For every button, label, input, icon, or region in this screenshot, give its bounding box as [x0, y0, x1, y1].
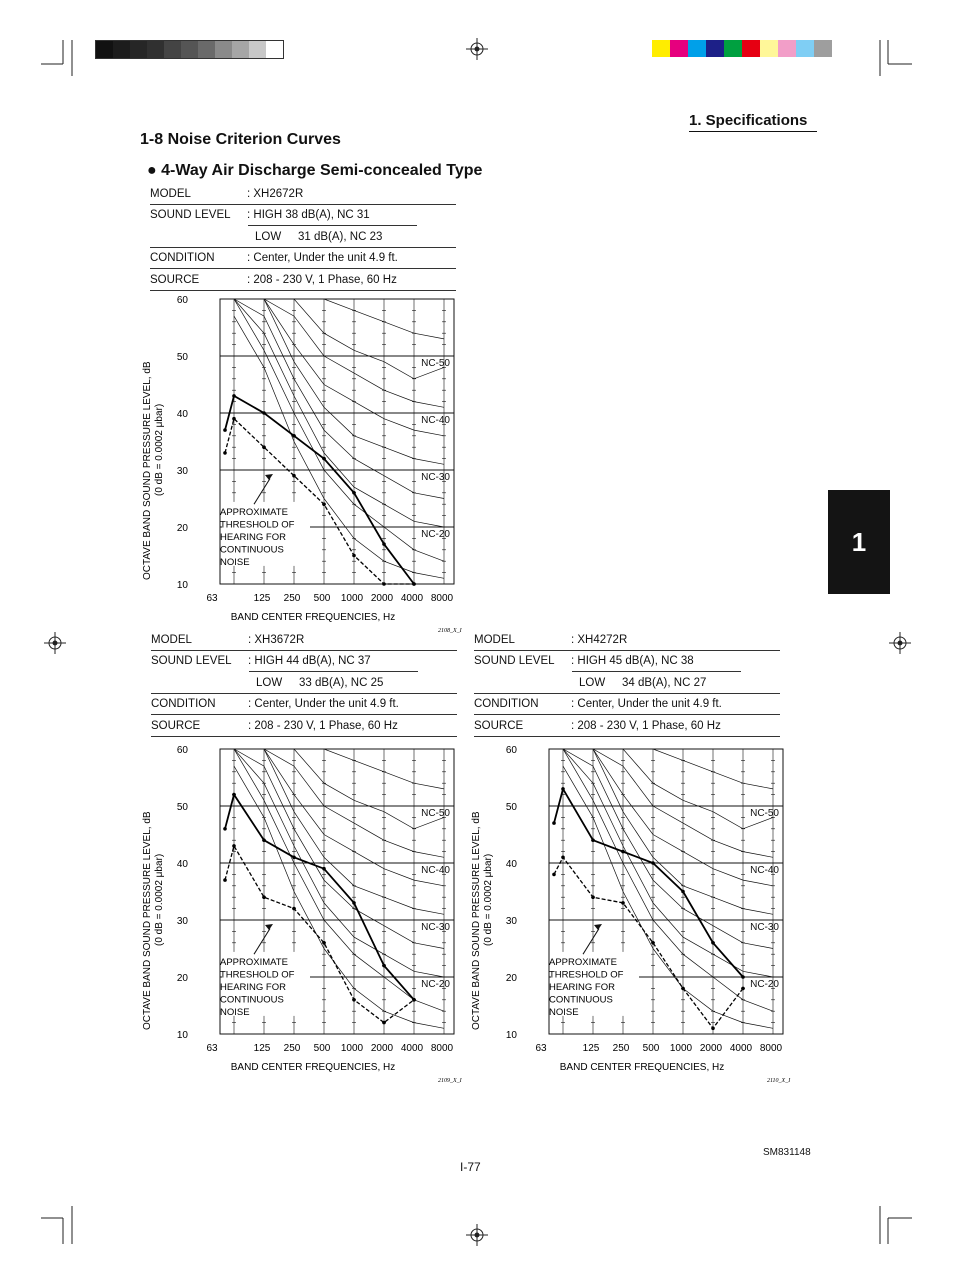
annotation-text: NOISE: [220, 556, 250, 568]
y-axis-sublabel: (0 dB = 0.0002 μbar): [154, 853, 165, 946]
y-tick-label: 30: [505, 916, 517, 927]
color-swatch: [652, 40, 670, 57]
arrow-head-icon: [594, 924, 602, 930]
nc-curve: [563, 749, 773, 829]
registration-mark-icon: [44, 632, 66, 654]
color-swatch: [742, 40, 760, 57]
y-axis-sublabel: (0 dB = 0.0002 μbar): [154, 403, 165, 496]
x-tick-label: 8000: [430, 1043, 454, 1054]
x-tick-label: 1000: [340, 1043, 364, 1054]
color-swatch: [778, 40, 796, 57]
model-label: MODEL: [474, 634, 515, 646]
divider: [572, 671, 741, 672]
gray-swatch: [113, 41, 130, 58]
divider: [474, 714, 780, 715]
model-label: MODEL: [151, 634, 192, 646]
data-point: [322, 502, 326, 506]
y-tick-label: 20: [505, 973, 517, 984]
data-point: [322, 941, 326, 945]
sound-level-label: SOUND LEVEL: [474, 655, 555, 667]
data-point: [561, 856, 565, 860]
data-point: [711, 941, 715, 945]
low-value: 34 dB(A), NC 27: [622, 677, 707, 689]
gray-swatch: [96, 41, 113, 58]
data-point: [292, 907, 296, 911]
y-tick-label: 40: [176, 409, 188, 420]
x-tick-label: 63: [535, 1043, 547, 1054]
y-tick-label: 60: [505, 745, 517, 756]
nc-label: NC-40: [421, 865, 450, 876]
x-tick-label: 500: [313, 593, 331, 604]
low-label: LOW: [256, 677, 283, 689]
x-tick-label: 250: [283, 1043, 301, 1054]
y-tick-label: 30: [176, 916, 188, 927]
data-point: [223, 451, 227, 455]
data-point: [561, 787, 565, 791]
data-point: [223, 827, 227, 831]
nc-curve: [234, 299, 444, 499]
registration-mark-icon: [466, 1224, 488, 1246]
x-tick-label: 2000: [370, 593, 394, 604]
color-swatch: [706, 40, 724, 57]
divider: [249, 671, 418, 672]
divider: [474, 693, 780, 694]
nc-curve: [234, 299, 444, 379]
annotation-text: CONTINUOUS: [549, 994, 613, 1006]
gray-swatch: [266, 41, 283, 58]
color-swatch: [670, 40, 688, 57]
data-point: [262, 445, 266, 449]
arrow-head-icon: [265, 924, 273, 930]
x-tick-label: 500: [642, 1043, 660, 1054]
x-tick-label: 2000: [370, 1043, 394, 1054]
model-label: MODEL: [150, 188, 191, 200]
y-tick-label: 60: [176, 295, 188, 306]
color-swatch: [760, 40, 778, 57]
figure-code: 2110_X_I: [767, 1078, 791, 1084]
color-bar: [652, 40, 832, 57]
x-axis-label: BAND CENTER FREQUENCIES, Hz: [230, 612, 396, 623]
annotation-text: HEARING FOR: [220, 531, 286, 543]
page-title: 1-8 Noise Criterion Curves: [140, 131, 341, 148]
section-tag: 1. Specifications: [689, 112, 817, 132]
data-point: [651, 861, 655, 865]
x-tick-label: 250: [612, 1043, 630, 1054]
nc-label: NC-50: [421, 358, 450, 369]
y-tick-label: 40: [505, 859, 517, 870]
data-point: [292, 474, 296, 478]
figure-code: 2108_X_I: [438, 628, 462, 634]
data-point: [681, 890, 685, 894]
data-point: [412, 582, 416, 586]
source-value: : 208 - 230 V, 1 Phase, 60 Hz: [571, 720, 721, 732]
annotation-text: HEARING FOR: [549, 981, 615, 993]
divider: [151, 650, 457, 651]
low-value: 33 dB(A), NC 25: [299, 677, 384, 689]
y-tick-label: 50: [176, 802, 188, 813]
high-value: : HIGH 45 dB(A), NC 38: [571, 655, 694, 667]
data-point: [741, 975, 745, 979]
page-number: I-77: [460, 1160, 481, 1174]
x-tick-label: 8000: [759, 1043, 783, 1054]
model-value: : XH4272R: [571, 634, 628, 646]
y-tick-label: 20: [176, 523, 188, 534]
divider: [151, 736, 457, 737]
annotation-text: APPROXIMATE: [549, 956, 617, 968]
x-tick-label: 125: [253, 593, 271, 604]
x-tick-label: 250: [283, 593, 301, 604]
spec-table: [474, 632, 780, 742]
data-point: [223, 428, 227, 432]
condition-label: CONDITION: [151, 698, 216, 710]
grayscale-bar: [95, 40, 284, 59]
nc-label: NC-30: [421, 472, 450, 483]
data-point: [352, 901, 356, 905]
source-value: : 208 - 230 V, 1 Phase, 60 Hz: [247, 274, 397, 286]
sound-level-label: SOUND LEVEL: [151, 655, 232, 667]
x-tick-label: 4000: [400, 1043, 424, 1054]
gray-swatch: [232, 41, 249, 58]
source-label: SOURCE: [151, 720, 201, 732]
nc-curve: [234, 749, 444, 914]
x-tick-label: 125: [253, 1043, 271, 1054]
nc-label: NC-20: [750, 979, 779, 990]
condition-label: CONDITION: [150, 252, 215, 264]
x-axis-label: BAND CENTER FREQUENCIES, Hz: [230, 1062, 396, 1073]
nc-curve: [563, 749, 773, 949]
data-point: [322, 457, 326, 461]
data-point: [711, 1027, 715, 1031]
data-point: [352, 998, 356, 1002]
data-point: [382, 964, 386, 968]
data-point: [681, 987, 685, 991]
nc-curve: [234, 749, 444, 949]
chapter-tab: 1: [828, 490, 890, 594]
nc-label: NC-30: [421, 922, 450, 933]
model-value: : XH3672R: [248, 634, 305, 646]
y-tick-label: 40: [176, 859, 188, 870]
data-point: [262, 895, 266, 899]
nc-chart: [467, 738, 797, 1084]
data-point: [382, 542, 386, 546]
y-axis-label: OCTAVE BAND SOUND PRESSURE LEVEL, dB: [471, 811, 482, 1030]
nc-curve: [234, 299, 444, 464]
gray-swatch: [147, 41, 164, 58]
y-tick-label: 10: [176, 580, 188, 591]
gray-swatch: [215, 41, 232, 58]
annotation-text: THRESHOLD OF: [220, 969, 295, 981]
condition-value: : Center, Under the unit 4.9 ft.: [247, 252, 398, 264]
nc-label: NC-30: [750, 922, 779, 933]
annotation-text: THRESHOLD OF: [220, 519, 295, 531]
nc-label: NC-40: [421, 415, 450, 426]
data-point: [621, 901, 625, 905]
divider: [151, 714, 457, 715]
divider: [150, 247, 456, 248]
nc-label: NC-50: [750, 808, 779, 819]
sound-level-label: SOUND LEVEL: [150, 209, 231, 221]
y-tick-label: 60: [176, 745, 188, 756]
data-point: [223, 878, 227, 882]
gray-swatch: [198, 41, 215, 58]
color-swatch: [814, 40, 832, 57]
annotation-text: NOISE: [549, 1006, 579, 1018]
condition-value: : Center, Under the unit 4.9 ft.: [248, 698, 399, 710]
y-axis-label: OCTAVE BAND SOUND PRESSURE LEVEL, dB: [142, 811, 153, 1030]
nc-label: NC-50: [421, 808, 450, 819]
condition-value: : Center, Under the unit 4.9 ft.: [571, 698, 722, 710]
data-point: [552, 873, 556, 877]
x-tick-label: 8000: [430, 593, 454, 604]
data-point: [382, 582, 386, 586]
data-point: [412, 998, 416, 1002]
data-point: [262, 411, 266, 415]
annotation-text: NOISE: [220, 1006, 250, 1018]
data-point: [262, 838, 266, 842]
annotation-arrow: [254, 929, 270, 955]
x-tick-label: 4000: [729, 1043, 753, 1054]
color-swatch: [724, 40, 742, 57]
data-point: [232, 844, 236, 848]
x-tick-label: 125: [582, 1043, 600, 1054]
spec-table: [150, 186, 456, 296]
low-value: 31 dB(A), NC 23: [298, 231, 383, 243]
registration-mark-icon: [889, 632, 911, 654]
y-tick-label: 20: [176, 973, 188, 984]
data-point: [322, 867, 326, 871]
high-value: : HIGH 44 dB(A), NC 37: [248, 655, 371, 667]
data-point: [292, 434, 296, 438]
figure-code: 2109_X_I: [438, 1078, 462, 1084]
color-swatch: [796, 40, 814, 57]
data-point: [352, 554, 356, 558]
data-point: [232, 793, 236, 797]
source-label: SOURCE: [150, 274, 200, 286]
nc-label: NC-40: [750, 865, 779, 876]
source-value: : 208 - 230 V, 1 Phase, 60 Hz: [248, 720, 398, 732]
x-tick-label: 63: [206, 1043, 218, 1054]
y-tick-label: 30: [176, 466, 188, 477]
divider: [150, 204, 456, 205]
y-tick-label: 50: [505, 802, 517, 813]
nc-curve: [563, 749, 773, 914]
x-tick-label: 1000: [669, 1043, 693, 1054]
arrow-head-icon: [265, 474, 273, 480]
annotation-text: HEARING FOR: [220, 981, 286, 993]
data-point: [552, 821, 556, 825]
y-axis-sublabel: (0 dB = 0.0002 μbar): [483, 853, 494, 946]
data-point: [651, 941, 655, 945]
annotation-text: APPROXIMATE: [220, 506, 288, 518]
nc-chart: [138, 288, 468, 634]
annotation-text: CONTINUOUS: [220, 994, 284, 1006]
spec-table: [151, 632, 457, 742]
x-tick-label: 4000: [400, 593, 424, 604]
gray-swatch: [130, 41, 147, 58]
page-subtitle: ● 4-Way Air Discharge Semi-concealed Type: [147, 162, 483, 179]
data-point: [621, 850, 625, 854]
doc-code: SM831148: [763, 1147, 811, 1158]
high-value: : HIGH 38 dB(A), NC 31: [247, 209, 370, 221]
low-label: LOW: [579, 677, 606, 689]
divider: [474, 736, 780, 737]
x-tick-label: 1000: [340, 593, 364, 604]
x-tick-label: 500: [313, 1043, 331, 1054]
y-tick-label: 50: [176, 352, 188, 363]
x-tick-label: 2000: [699, 1043, 723, 1054]
color-swatch: [688, 40, 706, 57]
data-point: [591, 895, 595, 899]
registration-mark-icon: [466, 38, 488, 60]
annotation-text: CONTINUOUS: [220, 544, 284, 556]
y-tick-label: 10: [505, 1030, 517, 1041]
annotation-arrow: [254, 479, 270, 505]
nc-label: NC-20: [421, 529, 450, 540]
divider: [248, 225, 417, 226]
annotation-arrow: [583, 929, 599, 955]
annotation-text: APPROXIMATE: [220, 956, 288, 968]
data-point: [232, 417, 236, 421]
gray-swatch: [249, 41, 266, 58]
data-point: [382, 1021, 386, 1025]
nc-label: NC-20: [421, 979, 450, 990]
annotation-text: THRESHOLD OF: [549, 969, 624, 981]
data-point: [352, 491, 356, 495]
x-axis-label: BAND CENTER FREQUENCIES, Hz: [559, 1062, 725, 1073]
source-label: SOURCE: [474, 720, 524, 732]
nc-curve: [234, 749, 444, 829]
divider: [474, 650, 780, 651]
data-point: [292, 856, 296, 860]
condition-label: CONDITION: [474, 698, 539, 710]
nc-chart: [138, 738, 468, 1084]
gray-swatch: [164, 41, 181, 58]
gray-swatch: [181, 41, 198, 58]
data-point: [741, 987, 745, 991]
data-point: [591, 838, 595, 842]
x-tick-label: 63: [206, 593, 218, 604]
data-point: [232, 394, 236, 398]
low-label: LOW: [255, 231, 282, 243]
y-tick-label: 10: [176, 1030, 188, 1041]
divider: [150, 268, 456, 269]
divider: [151, 693, 457, 694]
model-value: : XH2672R: [247, 188, 304, 200]
y-axis-label: OCTAVE BAND SOUND PRESSURE LEVEL, dB: [142, 361, 153, 580]
